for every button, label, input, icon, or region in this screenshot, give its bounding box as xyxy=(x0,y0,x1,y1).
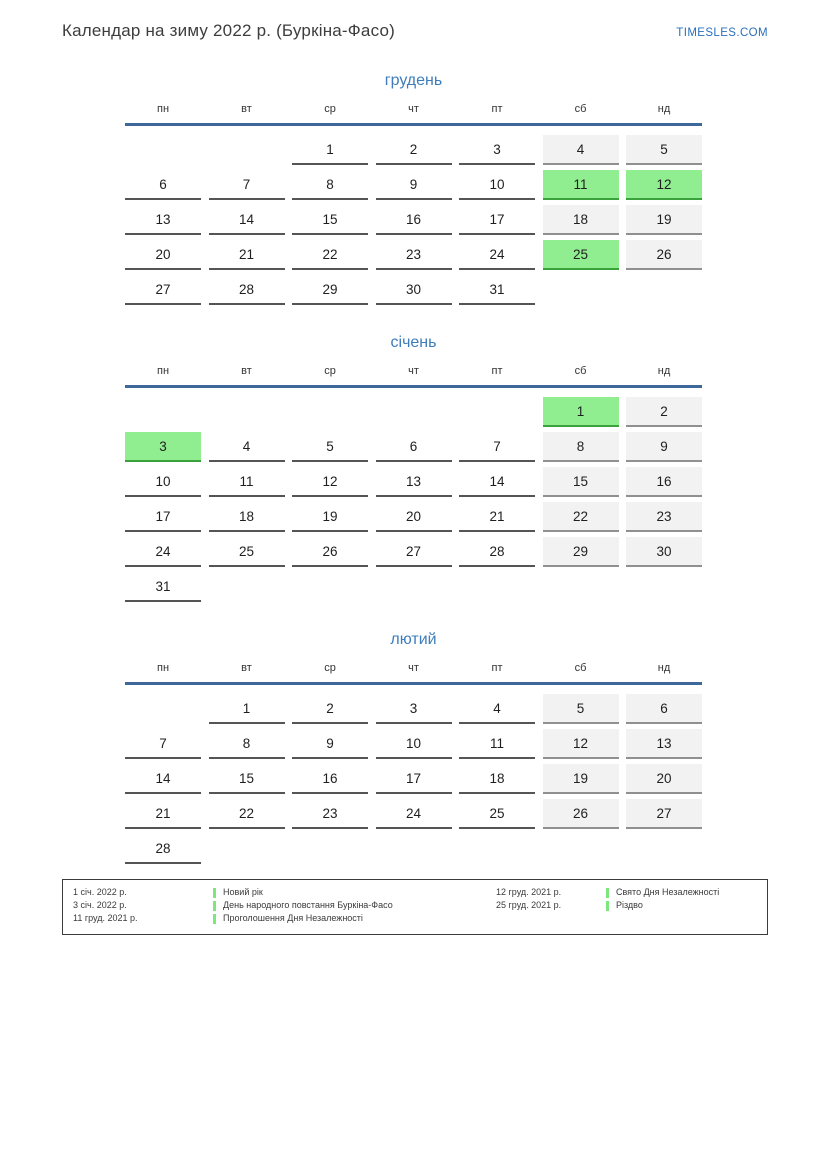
weekday-label: нд xyxy=(657,103,671,115)
weekday-label: вт xyxy=(241,662,252,674)
day-cell: 5 xyxy=(543,694,619,724)
weekday-label: сб xyxy=(574,365,587,377)
day-cell: 4 xyxy=(459,694,535,724)
day-cell: 9 xyxy=(376,170,452,200)
day-cell: 26 xyxy=(292,537,368,567)
day-cell: 3 xyxy=(459,135,535,165)
day-cell: 24 xyxy=(125,537,201,567)
empty-cell xyxy=(209,572,285,602)
day-cell: 7 xyxy=(459,432,535,462)
day-cell: 15 xyxy=(292,205,368,235)
weekday-label: пт xyxy=(491,365,503,377)
month-section xyxy=(125,334,702,602)
day-cell: 25 xyxy=(459,799,535,829)
weekday-header-row xyxy=(125,365,702,388)
day-cell: 1 xyxy=(209,694,285,724)
empty-cell xyxy=(543,275,619,305)
day-cell: 12 xyxy=(543,729,619,759)
weekday-label: пн xyxy=(156,662,170,674)
day-cell: 4 xyxy=(209,432,285,462)
day-cell: 25 xyxy=(543,240,619,270)
day-cell: 11 xyxy=(459,729,535,759)
legend-date: 1 січ. 2022 р. xyxy=(73,887,127,897)
empty-cell xyxy=(543,834,619,864)
holiday-marker-icon xyxy=(213,888,216,898)
day-cell: 30 xyxy=(626,537,702,567)
day-cell: 7 xyxy=(209,170,285,200)
weekday-label: пн xyxy=(156,365,170,377)
day-cell: 16 xyxy=(376,205,452,235)
page-title: Календар на зиму 2022 р. (Буркіна-Фасо) xyxy=(62,21,395,40)
day-cell: 2 xyxy=(292,694,368,724)
day-cell: 10 xyxy=(376,729,452,759)
day-cell: 18 xyxy=(543,205,619,235)
day-cell: 22 xyxy=(292,240,368,270)
months-container xyxy=(125,72,702,864)
day-cell: 31 xyxy=(125,572,201,602)
day-cell: 29 xyxy=(292,275,368,305)
day-cell: 20 xyxy=(376,502,452,532)
legend-label: Новий рік xyxy=(223,887,263,897)
day-cell: 1 xyxy=(543,397,619,427)
empty-cell xyxy=(376,397,452,427)
day-cell: 14 xyxy=(209,205,285,235)
empty-cell xyxy=(292,572,368,602)
day-cell: 12 xyxy=(626,170,702,200)
empty-cell xyxy=(459,572,535,602)
day-cell: 27 xyxy=(626,799,702,829)
weekday-header-row xyxy=(125,662,702,685)
weekday-label: вт xyxy=(241,103,252,115)
day-cell: 23 xyxy=(626,502,702,532)
empty-cell xyxy=(125,135,201,165)
weekday-label: чт xyxy=(408,662,419,674)
day-cell: 9 xyxy=(292,729,368,759)
legend-entry xyxy=(73,912,496,925)
day-cell: 22 xyxy=(543,502,619,532)
day-cell: 17 xyxy=(376,764,452,794)
day-cell: 25 xyxy=(209,537,285,567)
weekday-label: нд xyxy=(657,365,671,377)
legend-date: 12 груд. 2021 р. xyxy=(496,887,562,897)
empty-cell xyxy=(459,397,535,427)
day-cell: 16 xyxy=(292,764,368,794)
day-cell: 16 xyxy=(626,467,702,497)
month-grid xyxy=(125,685,702,864)
day-cell: 14 xyxy=(125,764,201,794)
day-cell: 28 xyxy=(125,834,201,864)
day-cell: 11 xyxy=(209,467,285,497)
day-cell: 27 xyxy=(125,275,201,305)
legend-label: Свято Дня Незалежності xyxy=(616,887,720,897)
holidays-legend xyxy=(62,879,768,935)
weekday-header-row xyxy=(125,103,702,126)
legend-date: 11 груд. 2021 р. xyxy=(73,913,138,923)
day-cell: 18 xyxy=(209,502,285,532)
day-cell: 21 xyxy=(209,240,285,270)
legend-label: Проголошення Дня Незалежності xyxy=(223,913,363,923)
day-cell: 19 xyxy=(543,764,619,794)
day-cell: 13 xyxy=(125,205,201,235)
day-cell: 6 xyxy=(376,432,452,462)
day-cell: 4 xyxy=(543,135,619,165)
holiday-marker-icon xyxy=(606,888,609,898)
empty-cell xyxy=(209,834,285,864)
holiday-marker-icon xyxy=(606,901,609,911)
month-section xyxy=(125,631,702,864)
day-cell: 19 xyxy=(626,205,702,235)
month-title: грудень xyxy=(384,72,443,89)
day-cell: 8 xyxy=(292,170,368,200)
day-cell: 6 xyxy=(125,170,201,200)
empty-cell xyxy=(626,275,702,305)
day-cell: 30 xyxy=(376,275,452,305)
day-cell: 17 xyxy=(125,502,201,532)
empty-cell xyxy=(125,694,201,724)
legend-entry xyxy=(73,899,496,912)
day-cell: 19 xyxy=(292,502,368,532)
legend-date: 25 груд. 2021 р. xyxy=(496,900,562,910)
month-grid xyxy=(125,388,702,602)
empty-cell xyxy=(209,397,285,427)
day-cell: 1 xyxy=(292,135,368,165)
weekday-label: пт xyxy=(491,662,503,674)
day-cell: 14 xyxy=(459,467,535,497)
holiday-marker-icon xyxy=(213,901,216,911)
empty-cell xyxy=(543,572,619,602)
day-cell: 12 xyxy=(292,467,368,497)
day-cell: 6 xyxy=(626,694,702,724)
weekday-label: чт xyxy=(408,365,419,377)
legend-label: День народного повстання Буркіна-Фасо xyxy=(223,900,393,910)
day-cell: 23 xyxy=(376,240,452,270)
weekday-label: пн xyxy=(156,103,170,115)
weekday-label: чт xyxy=(408,103,419,115)
day-cell: 2 xyxy=(376,135,452,165)
day-cell: 3 xyxy=(376,694,452,724)
day-cell: 24 xyxy=(459,240,535,270)
day-cell: 21 xyxy=(459,502,535,532)
day-cell: 28 xyxy=(459,537,535,567)
page-header xyxy=(0,0,827,41)
day-cell: 26 xyxy=(543,799,619,829)
day-cell: 20 xyxy=(125,240,201,270)
empty-cell xyxy=(626,834,702,864)
weekday-label: сб xyxy=(574,103,587,115)
day-cell: 15 xyxy=(543,467,619,497)
brand-link[interactable]: TIMESLES.COM xyxy=(676,27,768,39)
day-cell: 23 xyxy=(292,799,368,829)
empty-cell xyxy=(209,135,285,165)
day-cell: 10 xyxy=(459,170,535,200)
empty-cell xyxy=(376,834,452,864)
day-cell: 28 xyxy=(209,275,285,305)
day-cell: 7 xyxy=(125,729,201,759)
day-cell: 17 xyxy=(459,205,535,235)
holiday-marker-icon xyxy=(213,914,216,924)
legend-entry xyxy=(496,886,719,899)
day-cell: 27 xyxy=(376,537,452,567)
legend-label: Різдво xyxy=(616,900,643,910)
day-cell: 8 xyxy=(209,729,285,759)
empty-cell xyxy=(459,834,535,864)
day-cell: 10 xyxy=(125,467,201,497)
day-cell: 15 xyxy=(209,764,285,794)
day-cell: 5 xyxy=(626,135,702,165)
day-cell: 22 xyxy=(209,799,285,829)
weekday-label: нд xyxy=(657,662,671,674)
day-cell: 26 xyxy=(626,240,702,270)
day-cell: 21 xyxy=(125,799,201,829)
empty-cell xyxy=(292,397,368,427)
weekday-label: ср xyxy=(324,662,336,674)
month-title: січень xyxy=(390,334,437,351)
weekday-label: ср xyxy=(324,103,336,115)
day-cell: 8 xyxy=(543,432,619,462)
weekday-label: ср xyxy=(324,365,336,377)
day-cell: 13 xyxy=(626,729,702,759)
legend-column-right xyxy=(496,886,719,912)
day-cell: 13 xyxy=(376,467,452,497)
empty-cell xyxy=(376,572,452,602)
legend-column-left xyxy=(73,886,496,925)
legend-entry xyxy=(496,899,719,912)
weekday-label: вт xyxy=(241,365,252,377)
weekday-label: пт xyxy=(491,103,503,115)
day-cell: 3 xyxy=(125,432,201,462)
day-cell: 2 xyxy=(626,397,702,427)
day-cell: 20 xyxy=(626,764,702,794)
weekday-label: сб xyxy=(574,662,587,674)
empty-cell xyxy=(125,397,201,427)
day-cell: 29 xyxy=(543,537,619,567)
empty-cell xyxy=(626,572,702,602)
legend-entry xyxy=(73,886,496,899)
month-section xyxy=(125,72,702,305)
day-cell: 24 xyxy=(376,799,452,829)
legend-date: 3 січ. 2022 р. xyxy=(73,900,127,910)
day-cell: 18 xyxy=(459,764,535,794)
month-grid xyxy=(125,126,702,305)
day-cell: 31 xyxy=(459,275,535,305)
day-cell: 5 xyxy=(292,432,368,462)
day-cell: 9 xyxy=(626,432,702,462)
month-title: лютий xyxy=(390,631,437,648)
empty-cell xyxy=(292,834,368,864)
day-cell: 11 xyxy=(543,170,619,200)
